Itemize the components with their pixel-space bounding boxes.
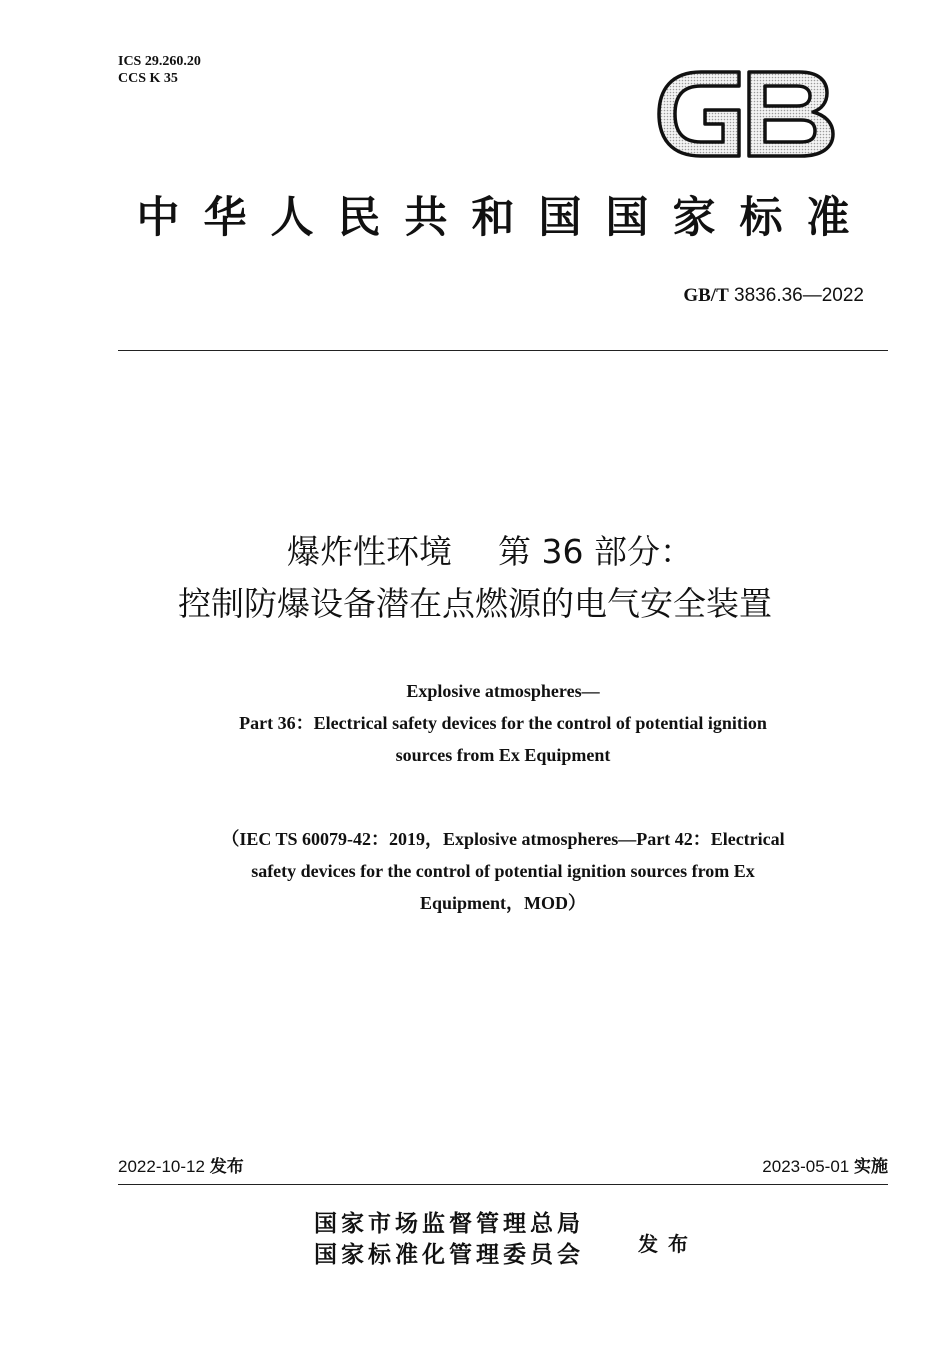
iec-reference-line-3: Equipment，MOD） — [419, 893, 587, 913]
english-title-line-3: sources from Ex Equipment — [395, 745, 611, 765]
issue-date-value: 2022-10-12 — [118, 1157, 205, 1176]
chinese-title-subtitle: 控制防爆设备潜在点燃源的电气安全装置 — [178, 584, 772, 623]
standard-prefix: GB/T — [683, 285, 729, 306]
english-title — [118, 675, 888, 771]
issuer-sac: 国家标准化管理委员会 — [314, 1241, 584, 1268]
chinese-title-part: 第 36 部分： — [498, 532, 693, 571]
chinese-title — [60, 526, 890, 630]
english-title-line-1: Explosive atmospheres— — [406, 681, 600, 701]
ics-code: ICS 29.260.20 — [118, 54, 201, 69]
implementation-date-value: 2023-05-01 — [762, 1157, 850, 1176]
issuing-authorities — [314, 1208, 584, 1270]
iec-reference — [118, 823, 888, 919]
gb-logo — [651, 64, 839, 164]
header-divider — [118, 350, 888, 351]
iec-reference-line-2: safety devices for the control of potential ignition sources from Ex — [251, 861, 755, 881]
issue-date — [118, 1155, 244, 1179]
iec-reference-line-1: （IEC TS 60079-42：2019，Explosive atmospheres—Part 42：Electrical — [221, 829, 785, 849]
classification-codes — [118, 53, 201, 87]
implementation-date — [762, 1155, 888, 1179]
standard-code: 3836.36—2022 — [734, 285, 864, 306]
issue-date-label: 发布 — [209, 1157, 244, 1177]
ccs-code: CCS K 35 — [118, 71, 178, 86]
english-title-line-2: Part 36：Electrical safety devices for the control of potential ignition — [239, 713, 767, 733]
standard-number — [683, 284, 864, 308]
implementation-date-label: 实施 — [854, 1157, 888, 1177]
issuer-samr: 国家市场监督管理总局 — [314, 1210, 584, 1237]
footer-divider — [118, 1184, 888, 1185]
publish-label: 发布 — [638, 1232, 698, 1256]
chinese-title-main: 爆炸性环境 — [287, 532, 452, 571]
issuing-country-title: 中华人民共和国国家标准 — [136, 193, 874, 243]
